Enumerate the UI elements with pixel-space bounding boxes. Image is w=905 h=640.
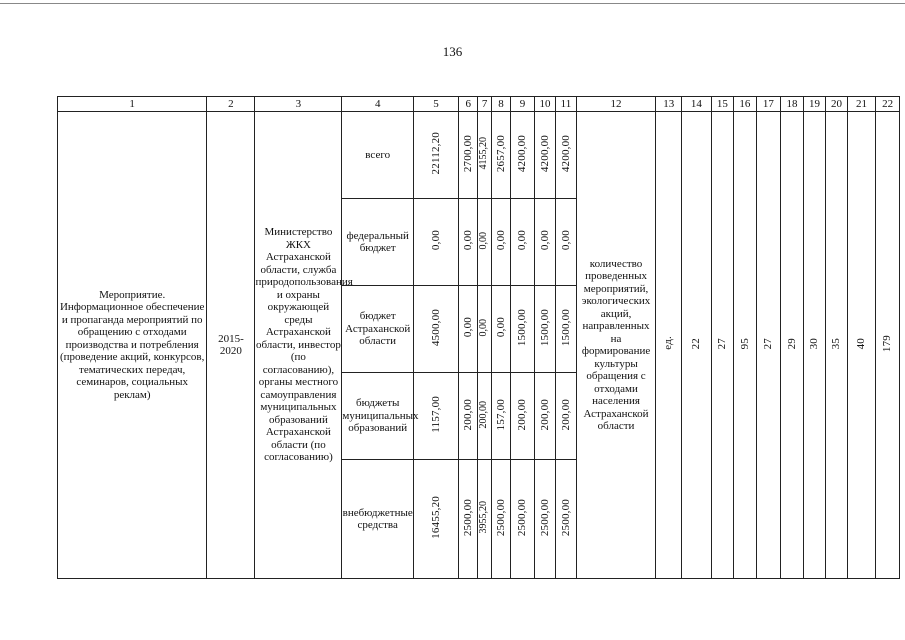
header-cell: 9: [511, 97, 535, 112]
unit: ед.: [656, 112, 682, 579]
indicator-value: 22: [682, 112, 712, 579]
top-rule: [0, 3, 905, 4]
year-value: 2500,00: [534, 460, 555, 579]
header-cell: 14: [682, 97, 712, 112]
indicator-value: 40: [847, 112, 876, 579]
year-value: 0,00: [511, 199, 535, 286]
source-label: внебюджетные средства: [342, 460, 414, 579]
header-cell: 18: [781, 97, 804, 112]
year-value: 0,00: [556, 199, 576, 286]
source-total: 16455,20: [414, 460, 459, 579]
year-value: 4200,00: [534, 112, 555, 199]
executor: Министерство ЖКХ Астраханской области, служба природопользования и охраны окружающей среды Астраханской области, инвестор (по согласованию), органы местного самоуправления муниципальных образований Астраханской области (по согласованию): [255, 112, 342, 579]
header-cell: 19: [803, 97, 826, 112]
year-value: 200,00: [459, 373, 478, 460]
year-value: 157,00: [491, 373, 510, 460]
year-value: 2500,00: [491, 460, 510, 579]
year-value: 4200,00: [556, 112, 576, 199]
year-value: 0,00: [459, 286, 478, 373]
year-value: 200,00: [534, 373, 555, 460]
header-cell: 10: [534, 97, 555, 112]
header-cell: 5: [414, 97, 459, 112]
source-label: бюджеты муниципальных образований: [342, 373, 414, 460]
year-value: 4200,00: [511, 112, 535, 199]
year-value: 0,00: [534, 199, 555, 286]
indicator-value: 27: [711, 112, 734, 579]
year-value: 0,00: [478, 199, 491, 286]
header-cell: 4: [342, 97, 414, 112]
indicator-value: 35: [826, 112, 847, 579]
year-value: 1500,00: [534, 286, 555, 373]
year-value: 200,00: [511, 373, 535, 460]
year-value: 1500,00: [556, 286, 576, 373]
year-value: 2657,00: [491, 112, 510, 199]
period: 2015-2020: [207, 112, 255, 579]
header-cell: 12: [576, 97, 656, 112]
source-total: 0,00: [414, 199, 459, 286]
header-cell: 20: [826, 97, 847, 112]
year-value: 2500,00: [511, 460, 535, 579]
year-value: 2700,00: [459, 112, 478, 199]
year-value: 0,00: [491, 199, 510, 286]
year-value: 4155,20: [478, 112, 491, 199]
program-table: [57, 96, 900, 579]
header-cell: 6: [459, 97, 478, 112]
indicator-name: количество проведенных мероприятий, экологических акций, направленных на формирование культуры обращения с отходами населения Астраханской области: [576, 112, 656, 579]
header-cell: 3: [255, 97, 342, 112]
header-cell: 13: [656, 97, 682, 112]
indicator-value: 179: [876, 112, 900, 579]
indicator-value: 95: [734, 112, 757, 579]
year-value: 200,00: [478, 373, 491, 460]
source-row: [58, 112, 900, 199]
year-value: 0,00: [491, 286, 510, 373]
header-cell: 22: [876, 97, 900, 112]
indicator-value: 29: [781, 112, 804, 579]
measure-description: Мероприятие. Информационное обеспечение и пропаганда мероприятий по обращению с отходами производства и потребления (проведение акций, конкурсов, тематических передач, семинаров, социальных реклам): [58, 112, 207, 579]
year-value: 0,00: [459, 199, 478, 286]
indicator-value: 30: [803, 112, 826, 579]
header-cell: 11: [556, 97, 576, 112]
header-cell: 21: [847, 97, 876, 112]
header-cell: 15: [711, 97, 734, 112]
source-total: 22112,20: [414, 112, 459, 199]
year-value: 3955,20: [478, 460, 491, 579]
page-number: 136: [442, 44, 463, 59]
header-cell: 2: [207, 97, 255, 112]
year-value: 2500,00: [556, 460, 576, 579]
header-cell: 7: [478, 97, 491, 112]
header-cell: 17: [756, 97, 781, 112]
year-value: 0,00: [478, 286, 491, 373]
source-label: федеральный бюджет: [342, 199, 414, 286]
header-cell: 1: [58, 97, 207, 112]
header-row: [58, 97, 900, 112]
source-label: всего: [342, 112, 414, 199]
year-value: 2500,00: [459, 460, 478, 579]
indicator-value: 27: [756, 112, 781, 579]
year-value: 1500,00: [511, 286, 535, 373]
year-value: 200,00: [556, 373, 576, 460]
source-label: бюджет Астраханской области: [342, 286, 414, 373]
header-cell: 8: [491, 97, 510, 112]
source-total: 1157,00: [414, 373, 459, 460]
source-total: 4500,00: [414, 286, 459, 373]
header-cell: 16: [734, 97, 757, 112]
